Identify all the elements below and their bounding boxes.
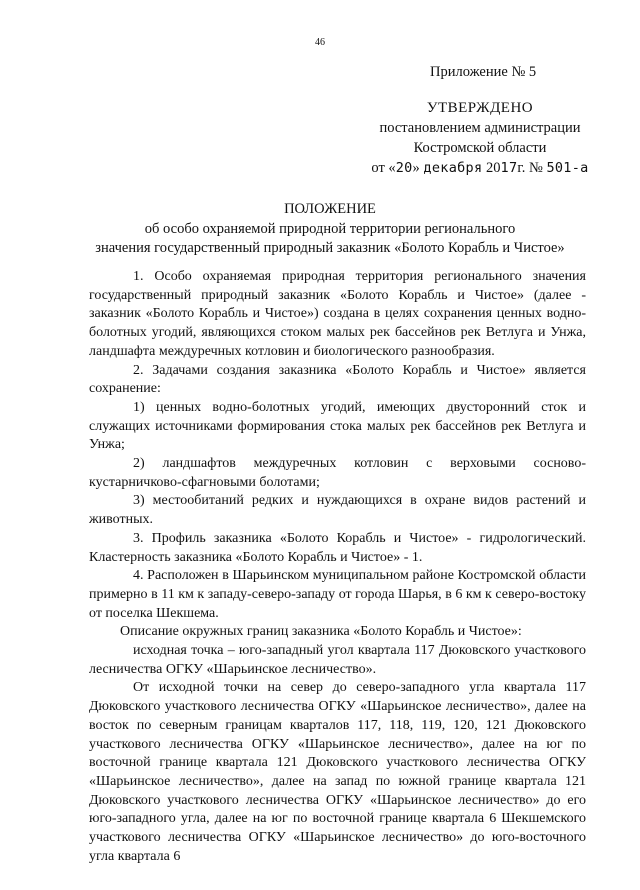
document-body <box>89 268 586 867</box>
appendix-label: Приложение № 5 <box>430 64 537 80</box>
paragraph-9: исходная точка – юго-западный угол квартала 117 Дюковского участкового лесничества ОГКУ «Шарьинское лесничество». <box>89 643 586 677</box>
date-prefix: от « <box>371 160 396 176</box>
paragraph-5: 3) местообитаний редких и нуждающихся в охране видов растений и животных. <box>89 493 586 528</box>
handwritten-day: 20 <box>395 160 413 176</box>
paragraph-8: Описание окружных границ заказника «Болото Корабль и Чистое»: <box>120 624 522 640</box>
approval-date-line <box>360 158 600 178</box>
paragraph-2: 2. Задачами создания заказника «Болото Корабль и Чистое» является сохранение: <box>89 362 586 397</box>
title-line-2: об особо охраняемой природной территории регионального <box>144 220 516 237</box>
paragraph-6: 3. Профиль заказника «Болото Корабль и Чистое» - гидрологический. Кластерность заказника «Болото Корабль и Чистое» - 1. <box>89 530 586 565</box>
paragraph-1: 1. Особо охраняемая природная территория регионального значения государственный природный заказник «Болото Корабль и Чистое» (далее - заказник «Болото Корабль и Чистое») создана в целях сохранения ценных водно-болотных угодий, являющихся стоком малых рек бассейнов рек Ветлуга и Унжа, ландшафта междуречных котловин и биологического разнообразия. <box>89 269 586 359</box>
paragraph-4: 2) ландшафтов междуречных котловин с верховыми сосново-кустарничково-сфагновыми болотами; <box>89 456 586 490</box>
document-title <box>60 200 600 259</box>
paragraph-10: От исходной точки на север до северо-западного угла квартала 117 Дюковского участкового лесничества ОГКУ «Шарьинское лесничество», далее на восток по северным границам кварталов 117, 118, 119, 120, 121 Дюковского участкового лесничества ОГКУ «Шарьинское лесничество», далее на юг по восточной границе квартала 121 Дюковского участкового лесничества ОГКУ «Шарьинское лесничество», далее на запад по южной границе квартала 121 Дюковского участкового лесничества ОГКУ «Шарьинское лесничество» до его юго-западного угла, далее на юг по восточной границе квартала 6 Шекшемского участкового лесничества ОГКУ «Шарьинское лесничество» до юго-восточного угла квартала 6 <box>89 680 586 864</box>
title-line-3: значения государственный природный заказник «Болото Корабль и Чистое» <box>95 240 565 256</box>
year-unit: г. № <box>517 160 543 176</box>
approval-line-2: Костромской области <box>413 140 547 156</box>
handwritten-year: 17 <box>500 160 518 176</box>
handwritten-number: 501-а <box>546 160 589 176</box>
paragraph-3: 1) ценных водно-болотных угодий, имеющих двусторонний сток и служащих источниками формирования стока малых рек бассейнов рек Ветлуга и Унжа; <box>89 399 586 453</box>
approval-block <box>360 98 600 178</box>
paragraph-7: 4. Расположен в Шарьинском муниципальном районе Костромской области примерно в 11 км к западу-северо-западу от города Шарья, в 6 км к северо-востоку от поселка Шекшема. <box>89 568 586 621</box>
approval-line-1: постановлением администрации <box>379 120 581 136</box>
title-line-1: ПОЛОЖЕНИЕ <box>284 201 376 217</box>
approval-heading: УТВЕРЖДЕНО <box>426 100 534 116</box>
year-prefix: 20 <box>486 160 501 176</box>
handwritten-month: декабря <box>423 160 483 176</box>
page-number: 46 <box>315 37 325 48</box>
date-mid: » <box>412 160 420 176</box>
